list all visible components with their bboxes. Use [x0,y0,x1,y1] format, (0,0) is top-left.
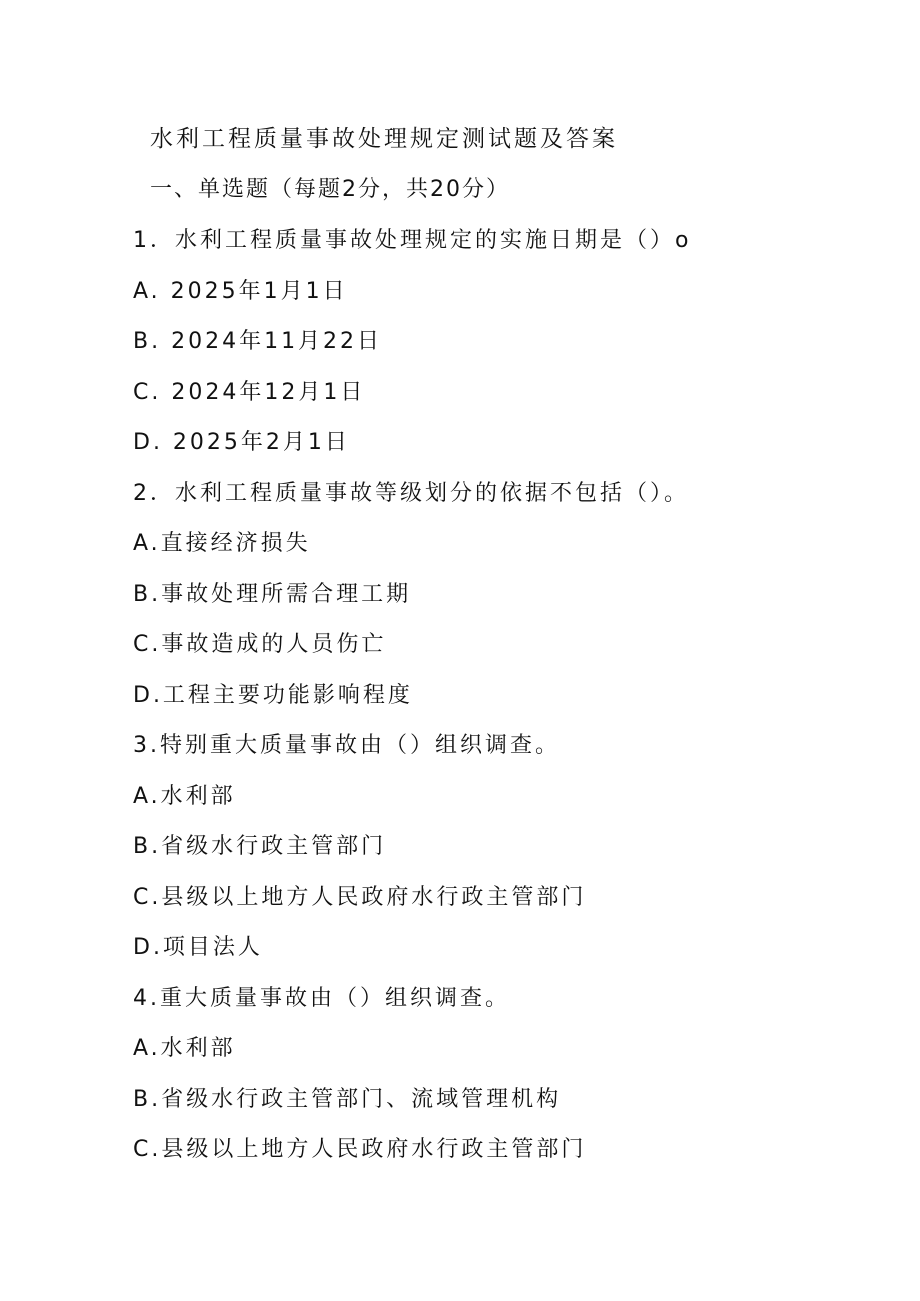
question-2-option-b: B.事故处理所需合理工期 [133,581,412,607]
question-4-option-c: C.县级以上地方人民政府水行政主管部门 [133,1137,587,1162]
question-2-stem: 2．水利工程质量事故等级划分的依据不包括（）。 [133,480,689,506]
question-4-option-a: A.水利部 [133,1036,236,1061]
question-list [133,222,893,1182]
question-4-stem: 4.重大质量事故由（）组织调查。 [133,985,510,1011]
question-2-option-d: D.工程主要功能影响程度 [133,682,413,708]
question-3-option-b: B.省级水行政主管部门 [133,834,387,859]
question-2-option-a: A.直接经济损失 [133,531,311,556]
question-3-option-c: C.县级以上地方人民政府水行政主管部门 [133,884,587,910]
question-3-option-d: D.项目法人 [133,935,263,960]
question-3-option-a: A.水利部 [133,783,236,809]
document-title: 水利工程质量事故处理规定测试题及答案 [150,126,618,152]
question-1-option-c: C. 2024年12月1日 [133,379,366,405]
question-1-option-a: A. 2025年1月1日 [133,278,348,304]
question-1-stem: 1．水利工程质量事故处理规定的实施日期是（）o [133,228,692,253]
question-4-option-b: B.省级水行政主管部门、流域管理机构 [133,1086,562,1112]
section-heading: 一、单选题（每题2分，共20分） [150,177,510,202]
question-1-option-d: D. 2025年2月1日 [133,430,350,455]
question-1-option-b: B. 2024年11月22日 [133,329,383,354]
question-3-stem: 3.特别重大质量事故由（）组织调查。 [133,733,560,758]
question-2-option-c: C.事故造成的人员伤亡 [133,632,387,657]
